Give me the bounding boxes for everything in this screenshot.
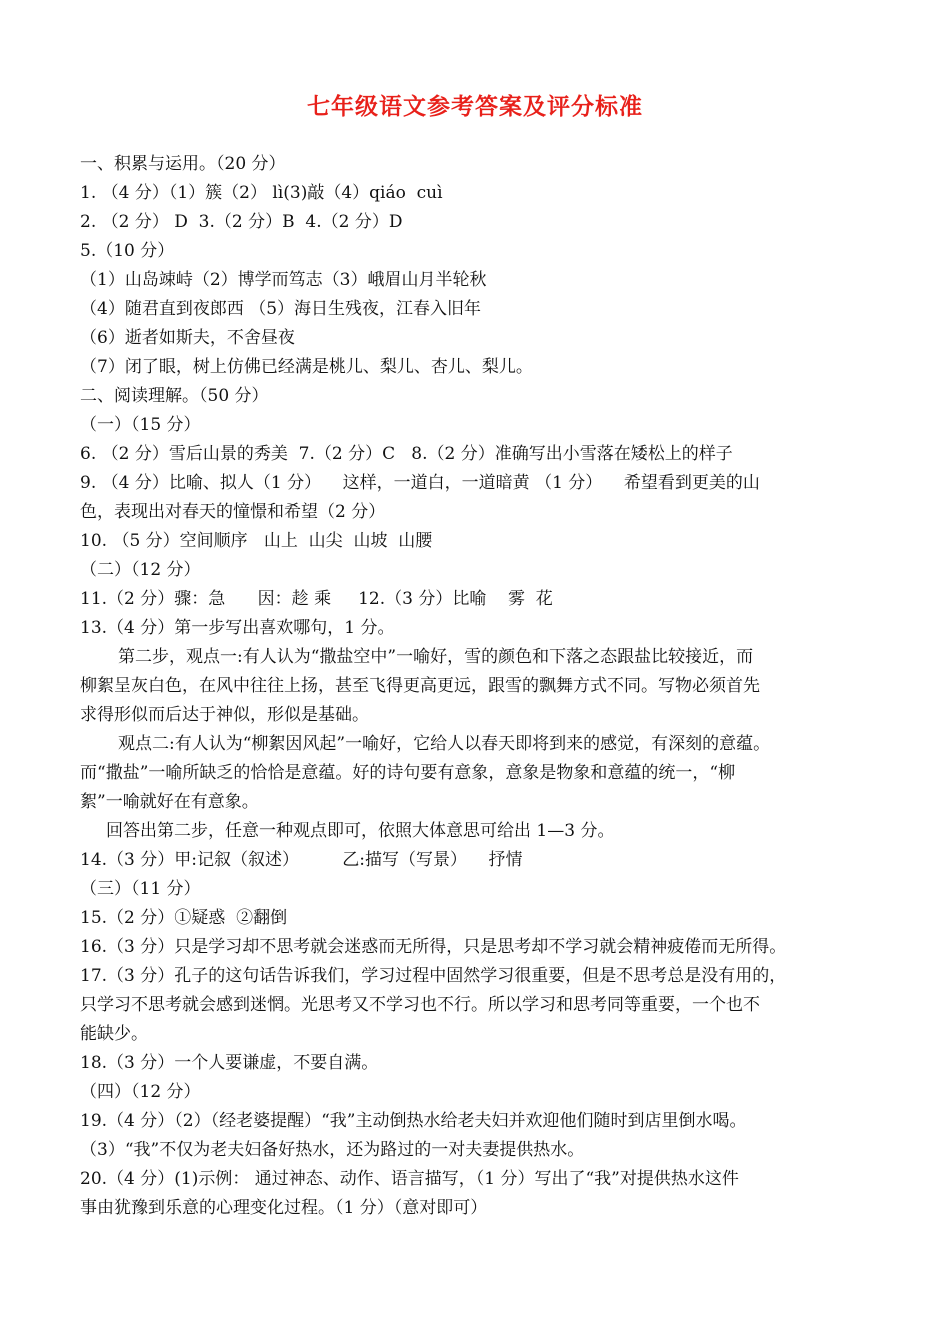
text-line: （6）逝者如斯夫，不舍昼夜 — [80, 328, 295, 348]
text-line: 18.（3 分）一个人要谦虚，不要自满。 — [80, 1053, 379, 1073]
text-line: 二、阅读理解。（50 分） — [80, 386, 269, 406]
text-line: 只学习不思考就会感到迷惘。光思考又不学习也不行。所以学习和思考同等重要，一个也不 — [80, 995, 760, 1015]
text-line: 17.（3 分）孔子的这句话告诉我们，学习过程中固然学习很重要，但是不思考总是没有用的， — [80, 966, 787, 986]
text-line: 15.（2 分）①疑惑 ②翻倒 — [80, 908, 288, 928]
text-line: 1. （4 分）（1）簇（2） lì(3)敲（4）qiáo cuì — [80, 183, 443, 203]
text-line: 观点二:有人认为“柳絮因风起”一喻好，它给人以春天即将到来的感觉，有深刻的意蕴。 — [118, 734, 771, 754]
text-line: 絮”一喻就好在有意象。 — [80, 792, 259, 812]
text-line: 9. （4 分）比喻、拟人（1 分） 这样，一道白，一道暗黄 （1 分） 希望看到更美的山 — [80, 473, 760, 493]
text-line: 而“撒盐”一喻所缺乏的恰恰是意蕴。好的诗句要有意象，意象是物象和意蕴的统一，“柳 — [80, 763, 736, 783]
text-line: 5.（10 分） — [80, 241, 175, 261]
text-line: 13.（4 分）第一步写出喜欢哪句，1 分。 — [80, 618, 395, 638]
text-line: 20.（4 分）(1)示例： 通过神态、动作、语言描写，（1 分）写出了“我”对提供热水这件 — [80, 1169, 739, 1189]
text-line: （一）（15 分） — [80, 415, 201, 435]
text-line: 求得形似而后达于神似，形似是基础。 — [80, 705, 369, 725]
text-line: 6. （2 分）雪后山景的秀美 7.（2 分）C 8.（2 分）准确写出小雪落在矮松上的样子 — [80, 444, 733, 464]
text-line: （1）山岛竦峙（2）博学而笃志（3）峨眉山月半轮秋 — [80, 270, 487, 290]
text-line: （三）（11 分） — [80, 879, 201, 899]
text-line: （二）（12 分） — [80, 560, 201, 580]
text-line: （4）随君直到夜郎西 （5）海日生残夜，江春入旧年 — [80, 299, 482, 319]
text-line: 色，表现出对春天的憧憬和希望（2 分） — [80, 502, 386, 522]
text-line: 第二步，观点一:有人认为“撒盐空中”一喻好，雪的颜色和下落之态跟盐比较接近，而 — [118, 647, 754, 667]
document-title: 七年级语文参考答案及评分标准 — [307, 93, 643, 120]
answer-body — [80, 150, 880, 1223]
text-line: 2. （2 分） D 3.（2 分）B 4.（2 分）D — [80, 212, 403, 232]
text-line: 19.（4 分）（2）（经老婆提醒）“我”主动倒热水给老夫妇并欢迎他们随时到店里倒水喝。 — [80, 1111, 747, 1131]
text-line: （四）（12 分） — [80, 1082, 201, 1102]
text-line: 14.（3 分）甲:记叙（叙述） 乙:描写（写景） 抒情 — [80, 850, 523, 870]
text-line: 11.（2 分）骤：急 因：趁 乘 12.（3 分）比喻 雾 花 — [80, 589, 553, 609]
text-line: 能缺少。 — [80, 1024, 148, 1044]
text-line: （3）“我”不仅为老夫妇备好热水，还为路过的一对夫妻提供热水。 — [80, 1140, 585, 1160]
text-line: 16.（3 分）只是学习却不思考就会迷惑而无所得，只是思考却不学习就会精神疲倦而无所得。 — [80, 937, 787, 957]
text-line: 一、积累与运用。（20 分） — [80, 154, 286, 174]
text-line: 回答出第二步，任意一种观点即可，依照大体意思可给出 1—3 分。 — [106, 821, 615, 841]
text-line: （7）闭了眼，树上仿佛已经满是桃儿、梨儿、杏儿、梨儿。 — [80, 357, 533, 377]
text-line: 柳絮呈灰白色，在风中往往上扬，甚至飞得更高更远，跟雪的飘舞方式不同。写物必须首先 — [80, 676, 760, 696]
text-line: 10. （5 分）空间顺序 山上 山尖 山坡 山腰 — [80, 531, 433, 551]
text-line: 事由犹豫到乐意的心理变化过程。（1 分）（意对即可） — [80, 1198, 488, 1218]
